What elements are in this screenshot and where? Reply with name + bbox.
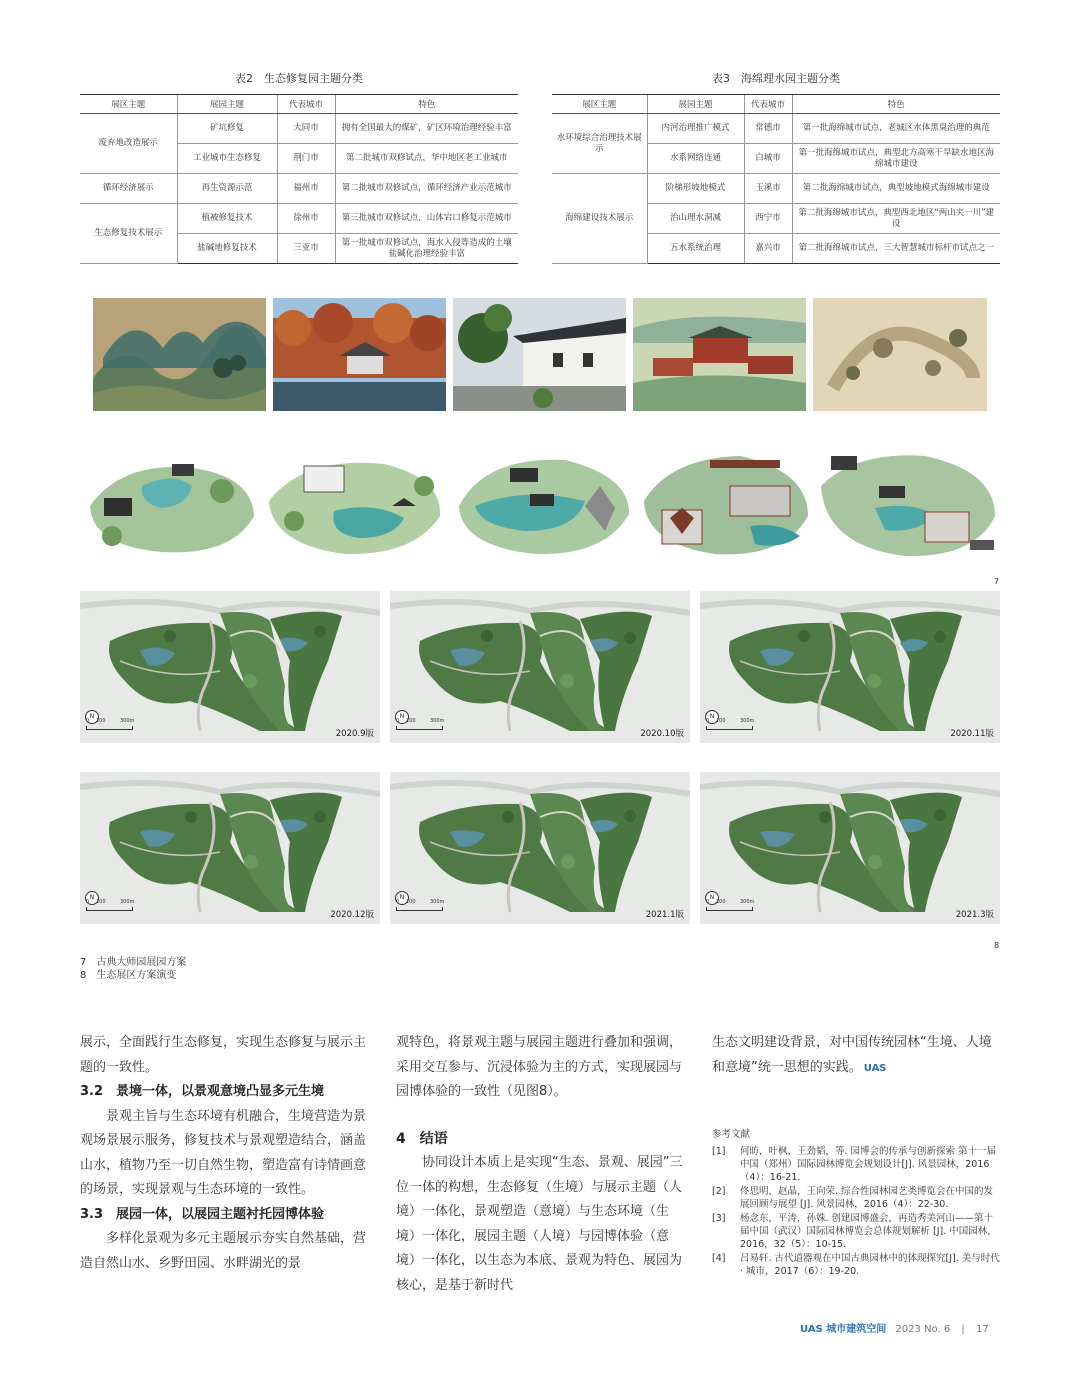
reference-item [712, 1185, 1002, 1211]
scale-bar [86, 907, 133, 911]
footer [800, 1320, 1000, 1335]
city-cell: 三亚市 [277, 234, 335, 264]
garden-cell: 盐碱地修复技术 [177, 234, 277, 264]
table-row [80, 204, 518, 234]
garden-cell: 治山理水洞减 [647, 204, 744, 234]
scale-label: 100 [406, 718, 416, 724]
city-cell: 玉溪市 [744, 174, 792, 204]
scale-label: 0 [396, 899, 400, 905]
plan-version-label: 2020.9版 [335, 729, 374, 739]
site-plan [390, 772, 690, 924]
scale-bar [86, 726, 133, 730]
garden-cell: 五水系统治理 [647, 234, 744, 264]
reference-text: 佟思明，赵晶，王向荣. 综合性园林园艺类博览会在中国的发展回顾与展望 [J]. 风景园林，2016（4）：22-30. [740, 1186, 994, 1210]
feature-cell: 第一批海绵城市试点，老城区水体黑臭治理的典范 [792, 114, 1000, 144]
feature-cell: 第一批海绵城市试点，典型北方高寒干旱缺水地区海绵城市建设 [792, 144, 1000, 174]
scale-label: 100 [716, 899, 726, 905]
feature-cell: 第二批城市双修试点，循环经济产业示范城市 [335, 174, 518, 204]
section-heading-3-3: 3.3 展园一体，以展园主题衬托园博体验 [80, 1206, 325, 1222]
reference-number: [4] [712, 1253, 726, 1264]
scale-label: 100 [96, 899, 106, 905]
table3-grid [552, 94, 1000, 264]
caption-figure-7: 7 古典大师园展园方案 [80, 957, 187, 968]
site-plan [80, 591, 380, 743]
reference-item [712, 1145, 1002, 1184]
plan-version-label: 2021.1版 [645, 910, 684, 920]
city-cell: 荆门市 [277, 144, 335, 174]
column-header: 展区主题 [552, 95, 647, 114]
garden-cell: 工业城市生态修复 [177, 144, 277, 174]
table-header-row [552, 95, 1000, 114]
city-cell: 嘉兴市 [744, 234, 792, 264]
photo-palace-painting [633, 298, 806, 411]
scale-bar [706, 726, 753, 730]
section-heading-3-2: 3.2 景境一体，以景观意境凸显多元生境 [80, 1084, 325, 1099]
scale-label: 100 [716, 718, 726, 724]
city-cell: 福州市 [277, 174, 335, 204]
references-title: 参考文献 [712, 1129, 751, 1140]
reference-number: [1] [712, 1146, 726, 1157]
section-heading-4: 4 结语 [396, 1130, 448, 1147]
paragraph [712, 1031, 1002, 1081]
garden-cell: 水系网络连通 [647, 144, 744, 174]
reference-item [712, 1212, 1002, 1251]
photo-landscape-painting [93, 298, 266, 411]
paragraph: 展示，全面践行生态修复，实现生态修复与展示主题的一致性。 [80, 1035, 367, 1075]
reference-number: [3] [712, 1213, 726, 1224]
garden-cell: 阶梯形坡地模式 [647, 174, 744, 204]
column-header: 展园主题 [647, 95, 744, 114]
references-list [712, 1145, 1002, 1278]
zone-cell: 海绵建设技术展示 [552, 174, 647, 264]
feature-cell: 第二批海绵城市试点，三大智慧城市标杆市试点之一 [792, 234, 1000, 264]
caption-figure-8: 8 生态展区方案演变 [80, 970, 177, 981]
scale-label: 300m [430, 899, 445, 905]
reference-text: 杨念东，平涛，孙姝. 创建园博盛会，再造秀美河山——第十届中国（武汉）国际园林博览会总体规划解析 [J]. 中国园林，2016，32（5）：10-15. [740, 1213, 997, 1250]
text-column-1 [80, 1031, 368, 1276]
reference-text: 何昉，叶枫，王劲韬，等. 园博会的传承与创新探索 第十一届中国（郑州）国际园林博览会规划设计[J]. 风景园林，2016（4）：16-21. [740, 1146, 997, 1183]
north-arrow-icon: N [85, 891, 99, 905]
scale-bar [396, 726, 443, 730]
photo-pavilion-autumn [273, 298, 446, 411]
column-header: 特色 [792, 95, 1000, 114]
footer-separator: | [961, 1324, 965, 1335]
column-header: 展区主题 [80, 95, 177, 114]
plan-version-label: 2020.12版 [330, 910, 374, 920]
paragraph: 协同设计本质上是实现“生态、景观、展园”三位一体的构想，生态修复（生境）与展示主题（人境）一体化，景观塑造（意境）与生态环境（生境）一体化，展园主题（人境）与园博体验（意境）一体化，以生态为本底、景观为特色、展园为核心，是基于新时代 [396, 1155, 683, 1293]
table2-caption: 表2 生态修复园主题分类 [235, 72, 363, 85]
scale-label: 0 [706, 718, 710, 724]
table2-grid [80, 94, 518, 264]
plan-version-label: 2021.3版 [955, 910, 994, 920]
city-cell: 白城市 [744, 144, 792, 174]
feature-cell: 第二批海绵城市试点，典型坡地模式海绵城市建设 [792, 174, 1000, 204]
scale-label: 100 [96, 718, 106, 724]
feature-cell: 第二批城市双修试点，华中地区老工业城市 [335, 144, 518, 174]
reference-number: [2] [712, 1186, 726, 1197]
column-header: 特色 [335, 95, 518, 114]
scale-bar [706, 907, 753, 911]
city-cell: 徐州市 [277, 204, 335, 234]
table-row [80, 174, 518, 204]
paragraph: 观特色，将景观主题与展园主题进行叠加和强调，采用交互参与、沉浸体验为主的方式，实现展园与园博体验的一致性（见图8）。 [396, 1035, 683, 1099]
scale-label: 100 [406, 899, 416, 905]
site-plan [80, 772, 380, 924]
text-column-2 [396, 1031, 686, 1298]
feature-cell: 第一批城市双修试点，海水入侵等造成的土壤盐碱化治理经验丰富 [335, 234, 518, 264]
photo-courtyard [453, 298, 626, 411]
render-garden-1 [82, 446, 262, 562]
plan-version-label: 2020.10版 [640, 729, 684, 739]
plan-version-label: 2020.11版 [950, 729, 994, 739]
city-cell: 常德市 [744, 114, 792, 144]
garden-cell: 矿坑修复 [177, 114, 277, 144]
table-header-row [80, 95, 518, 114]
north-arrow-icon: N [85, 710, 99, 724]
paragraph-text: 生态文明建设背景，对中国传统园林“生境、人境和意境”统一思想的实践。 [712, 1035, 992, 1075]
scale-label: 0 [396, 718, 400, 724]
table-row [552, 174, 1000, 204]
column-header: 代表城市 [277, 95, 335, 114]
table2 [80, 94, 518, 264]
reference-item [712, 1252, 1002, 1278]
paragraph: 多样化景观为多元主题展示夯实自然基础，营造自然山水、乡野田园、水畔湖光的景 [80, 1231, 367, 1271]
figure-7-number: 7 [994, 577, 1000, 586]
garden-cell: 再生资源示范 [177, 174, 277, 204]
scale-label: 0 [706, 899, 710, 905]
feature-cell: 第二批海绵城市试点，典型西北地区“两山夹一川”建设 [792, 204, 1000, 234]
table-row [552, 114, 1000, 144]
scale-label: 300m [740, 899, 755, 905]
render-garden-3 [455, 446, 633, 562]
column-header: 代表城市 [744, 95, 792, 114]
site-plan [390, 591, 690, 743]
north-arrow-icon: N [705, 891, 719, 905]
scale-label: 0 [86, 718, 90, 724]
table-row [80, 114, 518, 144]
footer-logo: UAS 城市建筑空间 [800, 1324, 887, 1335]
column-header: 展园主题 [177, 95, 277, 114]
references [712, 1128, 1002, 1279]
photo-map-painting [813, 298, 987, 411]
garden-cell: 植被修复技术 [177, 204, 277, 234]
figure-8-number: 8 [994, 941, 1000, 950]
reference-text: 吕易轩. 古代道器观在中国古典园林中的体现探究[J]. 美与时代 · 城市，2017（6）：19-20. [740, 1253, 1000, 1277]
feature-cell: 第三批城市双修试点，山体宕口修复示范城市 [335, 204, 518, 234]
scale-label: 0 [86, 899, 90, 905]
scale-label: 300m [430, 718, 445, 724]
north-arrow-icon: N [705, 710, 719, 724]
render-garden-5 [815, 446, 1000, 562]
table3-caption: 表3 海绵理水园主题分类 [712, 72, 840, 85]
garden-cell: 内河治理推广模式 [647, 114, 744, 144]
city-cell: 大同市 [277, 114, 335, 144]
north-arrow-icon: N [395, 710, 409, 724]
scale-bar [396, 907, 443, 911]
end-mark: UAS [863, 1062, 887, 1074]
paragraph: 景观主旨与生态环境有机融合，生境营造为景观场景展示服务，修复技术与景观塑造结合，涵盖山水，植物乃至一切自然生物，塑造富有诗情画意的场景，实现景观与生态环境的一致性。 [80, 1108, 367, 1197]
scale-label: 300m [120, 899, 135, 905]
north-arrow-icon: N [395, 891, 409, 905]
zone-cell: 水环境综合治理技术展示 [552, 114, 647, 174]
render-garden-2 [264, 446, 446, 562]
city-cell: 西宁市 [744, 204, 792, 234]
render-garden-4 [640, 446, 812, 562]
scale-label: 300m [740, 718, 755, 724]
zone-cell: 废弃地改造展示 [80, 114, 177, 174]
zone-cell: 生态修复技术展示 [80, 204, 177, 264]
scale-label: 300m [120, 718, 135, 724]
footer-issue: 2023 No. 6 [895, 1324, 951, 1335]
table3 [552, 94, 1000, 264]
site-plan [700, 591, 1000, 743]
footer-page-number: 17 [975, 1324, 989, 1335]
zone-cell: 循环经济展示 [80, 174, 177, 204]
feature-cell: 拥有全国最大的煤矿，矿区环境治理经验丰富 [335, 114, 518, 144]
site-plan [700, 772, 1000, 924]
text-column-3 [712, 1031, 1002, 1081]
